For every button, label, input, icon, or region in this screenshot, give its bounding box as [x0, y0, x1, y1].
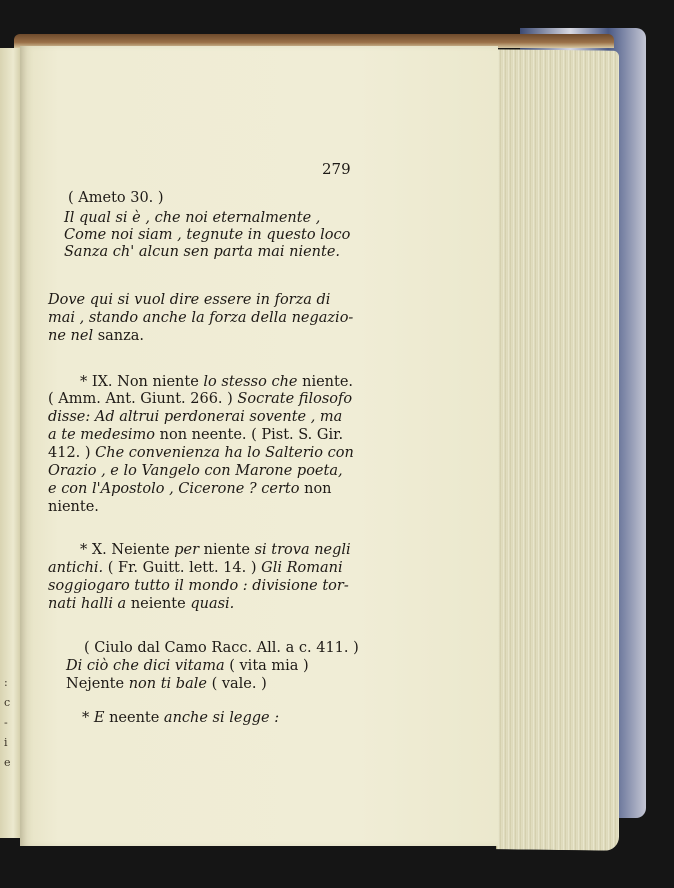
- citation-ameto: ( Ameto 30. ): [68, 190, 164, 206]
- page-number: 279: [322, 160, 351, 178]
- margin-mark: :: [4, 676, 8, 689]
- paragraph-line: nati halli a neiente quasi.: [48, 596, 235, 612]
- paragraph-line: Orazio , e lo Vangelo con Marone poeta,: [48, 463, 343, 479]
- verse-line: Di ciò che dici vitama ( vita mia ): [66, 658, 309, 674]
- margin-mark: e: [4, 756, 11, 769]
- verse-line: Come noi siam , tegnute in questo loco: [64, 227, 351, 243]
- paragraph-line: disse: Ad altrui perdonerai sovente , ma: [48, 409, 343, 425]
- paragraph-line: * E neente anche si legge :: [82, 710, 280, 726]
- verse-line: Sanza ch' alcun sen parta mai niente.: [64, 244, 341, 260]
- paragraph-line: ne nel sanza.: [48, 328, 145, 344]
- paragraph-line: niente.: [48, 499, 99, 515]
- page-edges: [496, 49, 619, 851]
- paragraph-line: e con l'Apostolo , Cicerone ? certo non: [48, 481, 332, 497]
- paragraph-line: a te medesimo non neente. ( Pist. S. Gir.: [48, 427, 344, 443]
- paragraph-line: ( Amm. Ant. Giunt. 266. ) Socrate filosofo: [48, 391, 353, 407]
- citation-ciulo: ( Ciulo dal Camo Racc. All. a c. 411. ): [84, 640, 359, 656]
- left-margin-marks: [4, 673, 11, 773]
- paragraph-line: Dove qui si vuol dire essere in forza di: [48, 292, 331, 308]
- verse-line: Il qual si è , che noi eternalmente ,: [64, 210, 321, 226]
- paragraph-line: mai , stando anche la forza della negazio-: [48, 310, 354, 326]
- margin-mark: -: [4, 716, 8, 729]
- margin-mark: c: [4, 696, 11, 709]
- verse-line: Nejente non ti bale ( vale. ): [66, 676, 267, 692]
- paragraph-line: antichi. ( Fr. Guitt. lett. 14. ) Gli Romani: [48, 560, 343, 576]
- entry-x-heading: * X. Neiente per niente si trova negli: [80, 542, 351, 558]
- margin-mark: i: [4, 736, 8, 749]
- paragraph-line: soggiogaro tutto il mondo : divisione tor-: [48, 578, 349, 594]
- paragraph-line: 412. ) Che convenienza ha lo Salterio con: [48, 445, 354, 461]
- entry-ix-heading: * IX. Non niente lo stesso che niente.: [80, 374, 354, 390]
